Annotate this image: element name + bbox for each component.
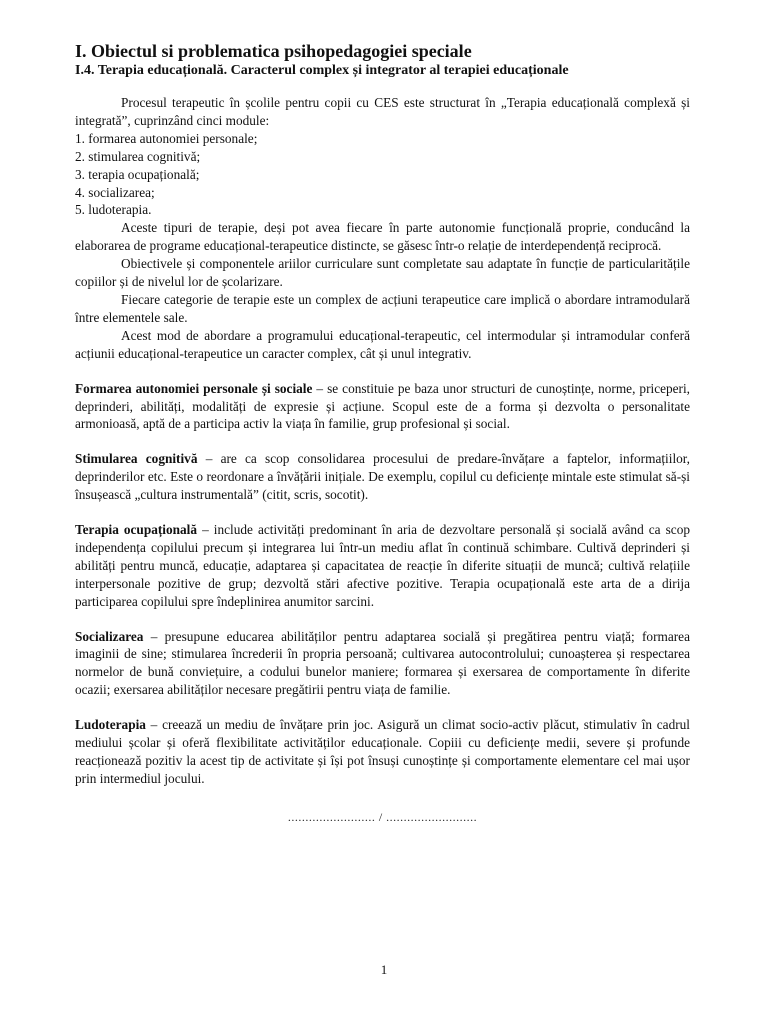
definition-text: – include activități predominant în aria de dezvoltare personală și socială având ca scop independența copilului precum și integrarea lui într-un mediu aflat în continuă schimbare. Cultivă deprinderi și abilități pentru muncă, educație, adaptarea și capacitatea de reacție în diferite situații de muncă; cultivă relațiile interpersonale pozitive de grup; dezvoltă stări afective pozitive. Terapia ocupațională este arta de a dirija participarea copilului spre îndeplinirea anumitor sarcini.	[75, 522, 690, 609]
intro-paragraph: Procesul terapeutic în școlile pentru copii cu CES este structurat în „Terapia educațională complexă și integrată”, cuprinzând cinci module:	[75, 95, 690, 128]
module-item: 1. formarea autonomiei personale;	[75, 130, 258, 146]
definition-socialization	[75, 628, 690, 700]
definition-paragraph	[75, 716, 690, 788]
body-paragraph: Obiectivele și componentele ariilor curriculare sunt completate sau adaptate în funcție de particularitățile copiilor și de nivelul lor de școlarizare.	[75, 256, 690, 290]
definition-text: – are ca scop consolidarea procesului de predare-învățare a faptelor, informațiilor, deprinderilor etc. Este o reordonare a învățării inițiale. De exemplu, copilul cu deficiențe mintale este stimulat să-și însușească „cultura instrumentală” (citit, scris, socotit).	[75, 451, 691, 503]
definition-term: Socializarea	[75, 628, 144, 644]
body-paragraph: Aceste tipuri de terapie, deși pot avea fiecare în parte autonomie funcțională proprie, conducând la elaborarea de programe educațional-terapeutice distincte, se găsesc într-o relație de interdependență reciprocă.	[75, 220, 690, 254]
separator-line: ......................... / ..........................	[287, 809, 478, 824]
module-item: 2. stimularea cognitivă;	[75, 148, 201, 164]
definition-paragraph	[75, 628, 690, 700]
definition-occupational	[75, 521, 690, 611]
modules-list	[75, 130, 690, 220]
page-number: 1	[380, 962, 388, 977]
definition-term: Ludoterapia	[75, 717, 146, 733]
definition-paragraph	[75, 380, 690, 434]
module-item: 4. socializarea;	[75, 184, 155, 200]
definition-term: Terapia ocupațională	[75, 522, 198, 538]
module-item: 3. terapia ocupațională;	[75, 166, 200, 182]
module-item: 5. ludoterapia.	[75, 202, 152, 218]
chapter-title: I. Obiectul si problematica psihopedagogiei speciale	[75, 41, 472, 61]
definition-term: Stimularea cognitivă	[75, 451, 198, 467]
definition-term: Formarea autonomiei personale și sociale	[75, 380, 313, 396]
definition-text: – presupune educarea abilităților pentru adaptarea socială și pregătirea pentru viață; formarea imaginii de sine; stimularea încrederii în propria persoană; cultivarea autocontrolului; cunoașterea și respectarea normelor de bună conviețuire, a codului bunelor maniere; formarea și exersarea de comportamente în diferite ocazii; exersarea abilităților necesare pregătirii pentru viața de familie.	[75, 628, 690, 698]
definition-text: – creează un mediu de învățare prin joc. Asigură un climat socio-activ plăcut, stimulativ în cadrul mediului școlar și oferă flexibilitate activităților educaționale. Copiii cu deficiențe medii, severe și profunde reacționează pozitiv la acest tip de activitate și își pot însuși cunoștințe și comportamente elementare cel mai ușor prin intermediul jocului.	[75, 717, 690, 786]
definition-cognitive	[75, 450, 690, 504]
definition-text: – se constituie pe baza unor structuri de cunoștințe, norme, priceperi, deprinderi, abilități, modalități de expresie și acțiune. Scopul este de a forma și dezvolta o personalitate armonioasă, aptă de a participa activ la viața în familie, grup profesional și social.	[75, 380, 690, 432]
definition-paragraph	[75, 521, 690, 611]
body-paragraph: Acest mod de abordare a programului educațional-terapeutic, cel intermodular și intramodular conferă acțiunii educațional-terapeutice un caracter complex, cât și unul integrativ.	[75, 327, 690, 361]
definition-ludotherapy	[75, 716, 690, 788]
definition-paragraph	[75, 450, 690, 504]
body-paragraph: Fiecare categorie de terapie este un complex de acțiuni terapeutice care implică o abordare intramodulară între elementele sale.	[75, 291, 690, 325]
section-title: I.4. Terapia educațională. Caracterul complex și integrator al terapiei educaționale	[75, 63, 569, 78]
definition-autonomy	[75, 380, 690, 434]
intro-block	[75, 94, 690, 363]
